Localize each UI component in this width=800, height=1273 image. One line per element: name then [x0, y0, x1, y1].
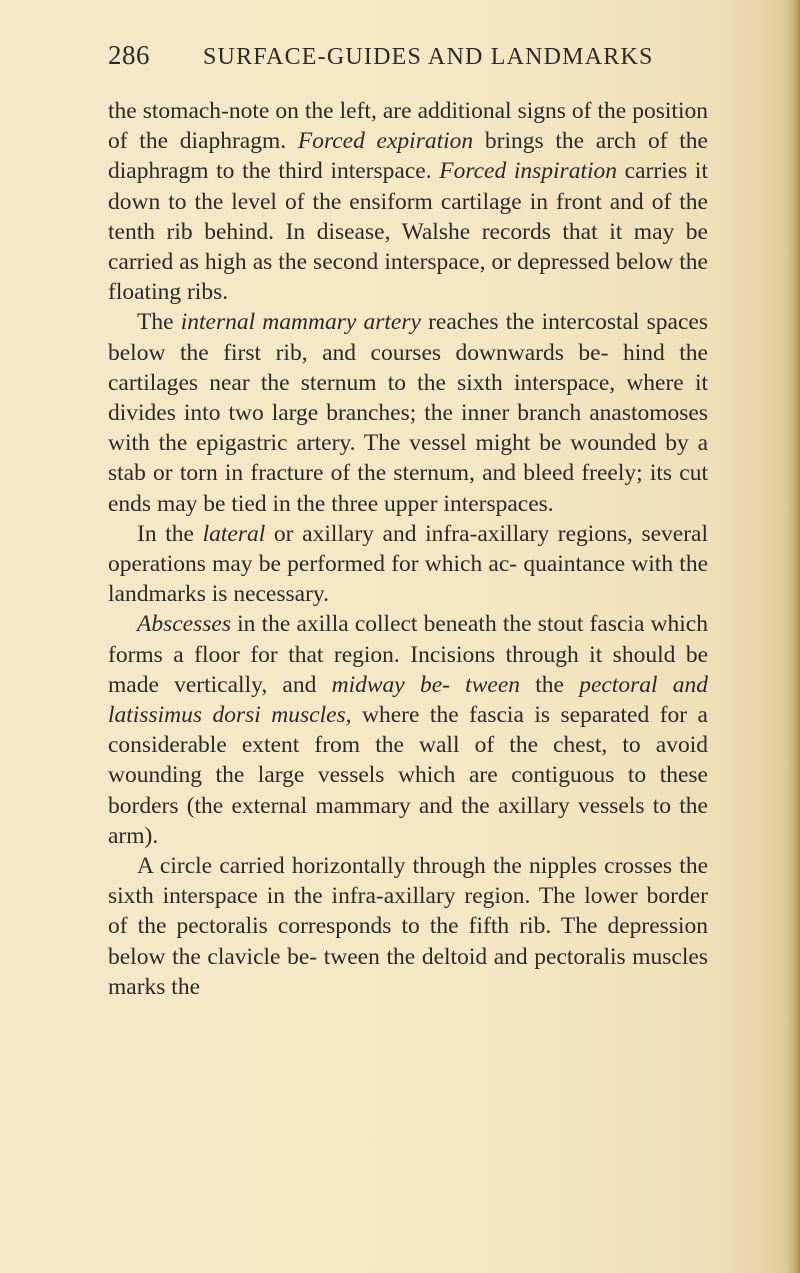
paragraph — [108, 96, 708, 307]
italic-phrase: lateral — [202, 520, 266, 547]
text-run: the stomach-note on the left, are additional signs of the position of the diaphragm. — [108, 98, 708, 155]
body-text — [108, 96, 708, 1002]
paragraph — [108, 307, 708, 518]
page-edge-shadow — [786, 0, 800, 1273]
page-header — [108, 40, 708, 80]
running-head: SURFACE-GUIDES AND LANDMARKS — [203, 44, 654, 70]
text-run: reaches the intercostal spaces below the first rib, and courses downwards be- hind the cartilages near the sternum to the sixth interspace, where it divides into two large branches; the inner branch anastomoses with the epigastric artery. The vessel might be wounded by a stab or torn in fracture of the sternum, and bleed freely; its cut ends may be tied in the three upper interspaces. — [108, 309, 708, 517]
text-run: The — [137, 309, 181, 336]
italic-phrase: internal mammary artery — [180, 309, 421, 336]
text-run: or axillary and infra-axillary regions, several operations may be performed for which ac- quaintance with the landmarks is necessary. — [108, 520, 708, 608]
text-run: in the axilla collect beneath the stout fascia which forms a floor for that region. Incisions through it should be made vertically, and — [108, 611, 708, 698]
italic-phrase: midway be- tween — [331, 671, 520, 698]
italic-phrase: Abscesses — [137, 611, 231, 638]
paragraph — [108, 851, 708, 1002]
text-run: In the — [137, 520, 203, 547]
text-run: A circle carried horizontally through the nipples crosses the sixth interspace in the infra-axillary region. The lower border of the pectoralis corresponds to the fifth rib. The depression below the clavicle be- tween the deltoid and pectoralis muscles marks the — [108, 853, 708, 1000]
text-run: where the fascia is separated for a considerable extent from the wall of the chest, to avoid wounding the large vessels which are contiguous to these borders (the external mammary and the axillary vessels to the arm). — [108, 702, 708, 849]
italic-phrase: Forced inspiration — [439, 158, 618, 185]
paragraph — [108, 519, 708, 610]
page-number: 286 — [108, 40, 150, 70]
paragraph — [108, 609, 708, 851]
text-run: the — [520, 671, 580, 698]
text-run: carries it down to the level of the ensiform cartilage in front and of the tenth rib behind. In disease, Walshe records that it may be carried as high as the second interspace, or depressed below the floating ribs. — [108, 158, 708, 306]
italic-phrase: pectoral and latissimus dorsi muscles, — [108, 671, 708, 729]
text-run: brings the arch of the diaphragm to the third interspace. — [108, 128, 708, 185]
italic-phrase: Forced expiration — [297, 128, 474, 155]
